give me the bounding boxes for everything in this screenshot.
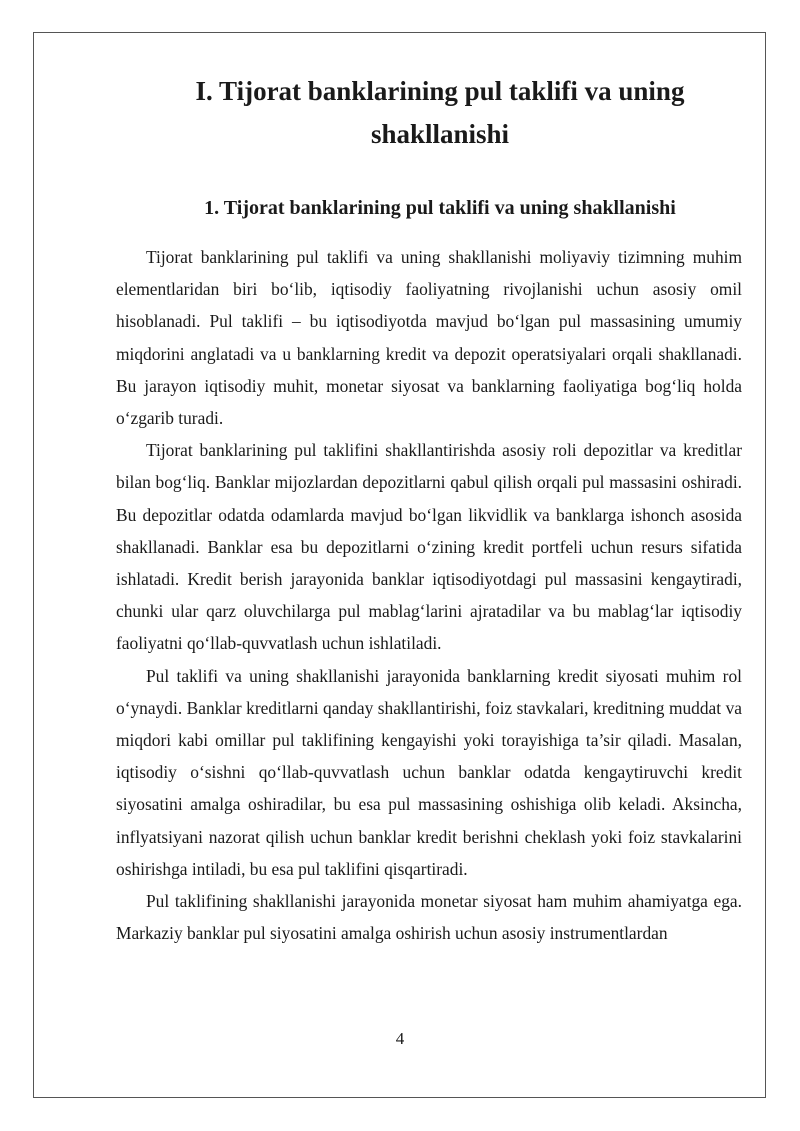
page-number: 4 (395, 1029, 405, 1048)
body-text (116, 241, 742, 949)
chapter-title-line1: I. Tijorat banklarining pul taklifi va uning (195, 76, 685, 106)
chapter-title (140, 70, 740, 156)
paragraph-2: Tijorat banklarining pul taklifini shakllantirishda asosiy roli depozitlar va kreditlar bilan bog‘liq. Banklar mijozlardan depozitlarni qabul qilish orqali pul massasini oshiradi. Bu depozitlar odatda odamlarda mavjud bo‘lgan likvidlik va banklarga ishonch asosida shakllanadi. Banklar esa bu depozitlarni o‘zining kredit portfeli uchun resurs sifatida ishlatadi. Kredit berish jarayonida banklar iqtisodiyotdagi pul massasini kengaytiradi, chunki ular qarz oluvchilarga pul mablag‘larini ajratadilar va bu mablag‘lar iqtisodiy faoliyatni qo‘llab-quvvatlash uchun ishlatiladi. (116, 440, 742, 654)
chapter-title-line2: shakllanishi (370, 119, 510, 149)
paragraph-3: Pul taklifi va uning shakllanishi jarayonida banklarning kredit siyosati muhim rol o‘ynaydi. Banklar kreditlarni qanday shakllantirishi, foiz stavkalari, kreditning muddat va miqdori kabi omillar pul taklifining kengayishi yoki torayishiga ta’sir qiladi. Masalan, iqtisodiy o‘sishni qo‘llab-quvvatlash uchun banklar odatda kengaytiruvchi kredit siyosatini amalga oshiradilar, bu esa pul massasining oshishiga olib keladi. Aksincha, inflyatsiyani nazorat qilish uchun banklar kredit berishni cheklash yoki foiz stavkalarini oshirishga intiladi, bu esa pul taklifini qisqartiradi. (116, 665, 742, 879)
section-title: 1. Tijorat banklarining pul taklifi va uning shakllanishi (204, 197, 676, 219)
paragraph-4: Pul taklifining shakllanishi jarayonida monetar siyosat ham muhim ahamiyatga ega. Markaziy banklar pul siyosatini amalga oshirish uchun asosiy instrumentlardan (116, 891, 742, 944)
paragraph-1: Tijorat banklarining pul taklifi va uning shakllanishi moliyaviy tizimning muhim elementlaridan biri bo‘lib, iqtisodiy faoliyatning rivojlanishi uchun asosiy omil hisoblanadi. Pul taklifi – bu iqtisodiyotda mavjud bo‘lgan pul massasining umumiy miqdorini anglatadi va u banklarning kredit va depozit operatsiyalari orqali shakllanadi. Bu jarayon iqtisodiy muhit, monetar siyosat va banklarning faoliyatiga bog‘liq holda o‘zgarib turadi. (116, 247, 742, 429)
